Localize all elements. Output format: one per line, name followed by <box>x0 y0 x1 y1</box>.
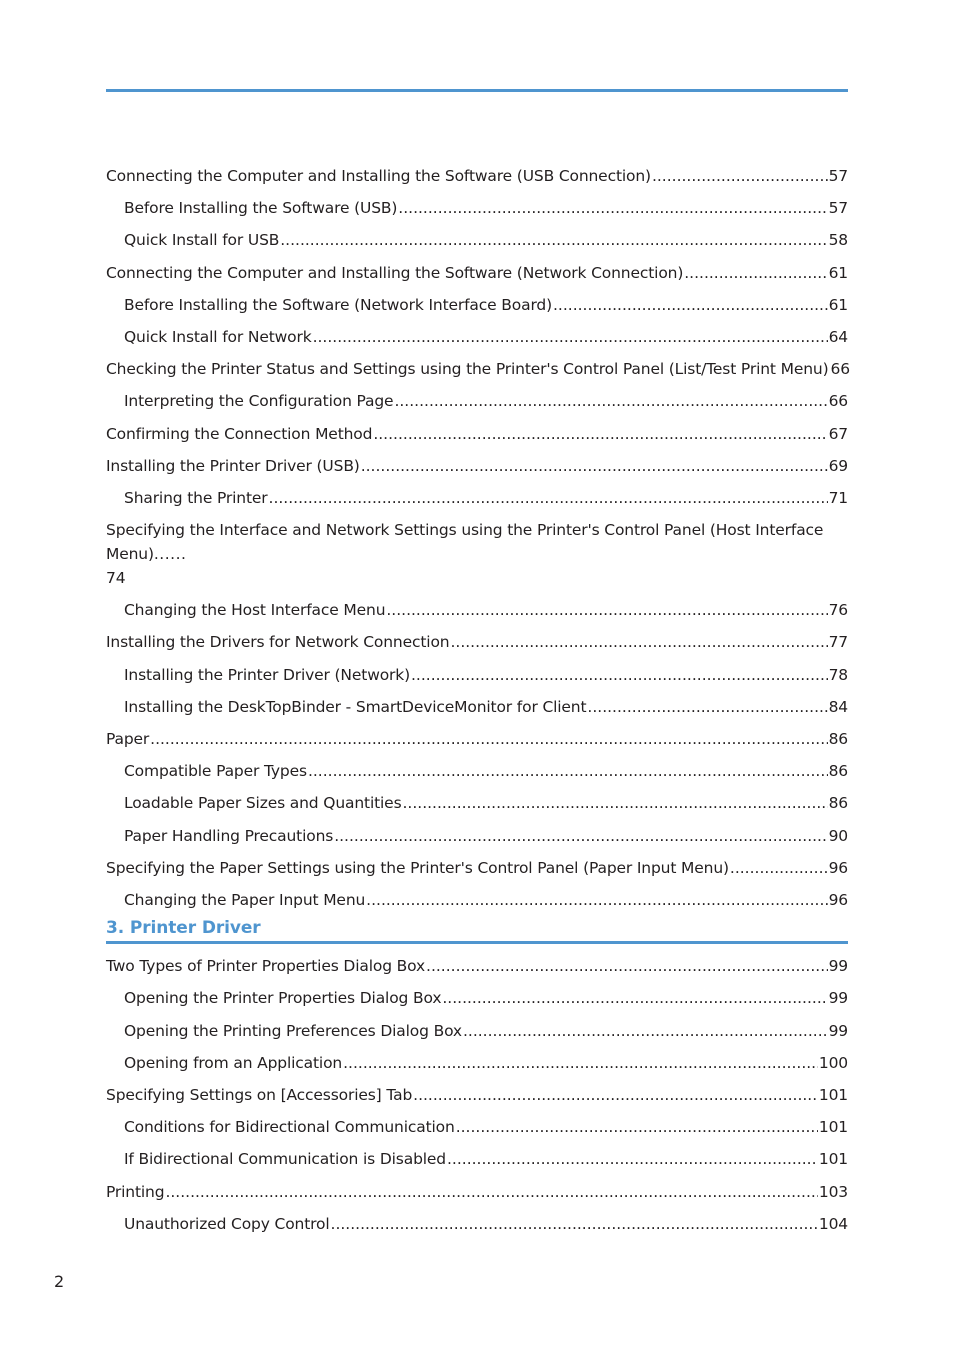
toc-entry-page: 96 <box>828 891 848 910</box>
toc-entry[interactable] <box>106 820 848 852</box>
toc-entry[interactable] <box>106 950 848 982</box>
toc-entry[interactable] <box>106 450 848 482</box>
toc-entry-leader <box>403 787 828 819</box>
toc-entry-title: Specifying the Interface and Network Settings using the Printer's Control Panel (Host Interface Menu) <box>106 521 824 564</box>
toc-entry-page: 101 <box>818 1118 848 1137</box>
toc-entry-page: 99 <box>828 957 848 976</box>
toc-entry-title: Specifying the Paper Settings using the Printer's Control Panel (Paper Input Menu) <box>106 858 729 877</box>
toc-entry[interactable] <box>106 723 848 755</box>
toc-list-part1 <box>106 160 848 916</box>
toc-entry-leader <box>413 1079 818 1111</box>
toc-entry-title: Changing the Paper Input Menu <box>124 891 366 910</box>
toc-entry-leader <box>361 450 828 482</box>
toc-entry-page: 90 <box>828 826 848 845</box>
toc-entry-title: Connecting the Computer and Installing the Software (Network Connection) <box>106 263 684 282</box>
toc-entry-page: 57 <box>828 167 848 185</box>
toc-entry-title: Sharing the Printer <box>124 489 268 508</box>
toc-entry-leader <box>652 160 828 192</box>
toc-entry-title: Quick Install for USB <box>124 231 280 250</box>
toc-entry-leader <box>331 1208 818 1240</box>
toc-entry-leader <box>426 950 828 982</box>
toc-entry[interactable] <box>106 852 848 884</box>
toc-entry[interactable] <box>106 1079 848 1111</box>
toc-entry[interactable] <box>106 482 848 514</box>
toc-entry-page: 64 <box>828 328 848 347</box>
toc-entry-title: Printing <box>106 1182 165 1201</box>
toc-entry-page: 67 <box>828 424 848 443</box>
toc-entry-page: 104 <box>818 1214 848 1233</box>
toc-entry-title: If Bidirectional Communication is Disabled <box>124 1150 446 1169</box>
toc-entry-leader <box>684 257 827 289</box>
toc-entry-leader <box>450 626 827 658</box>
toc-entry-leader <box>343 1047 818 1079</box>
toc-entry[interactable] <box>106 385 848 417</box>
toc-entry[interactable] <box>106 1176 848 1208</box>
toc-entry[interactable] <box>106 289 848 321</box>
table-of-contents <box>106 160 848 1240</box>
toc-entry-title: Compatible Paper Types <box>124 762 307 781</box>
toc-entry-page: 61 <box>828 295 848 314</box>
toc-entry-page: 66 <box>830 360 850 379</box>
toc-entry-title: Conditions for Bidirectional Communication <box>124 1118 455 1137</box>
toc-entry-leader <box>398 192 827 224</box>
toc-entry-page: 61 <box>828 263 848 282</box>
toc-entry[interactable] <box>106 691 848 723</box>
toc-entry[interactable] <box>106 224 848 256</box>
toc-entry[interactable] <box>106 1111 848 1143</box>
toc-entry-page: 86 <box>828 762 848 781</box>
toc-entry-title: Interpreting the Configuration Page <box>124 392 394 411</box>
toc-entry[interactable] <box>106 594 848 626</box>
toc-entry-leader <box>373 418 827 450</box>
toc-list-part2 <box>106 950 848 1240</box>
toc-entry-page: 69 <box>828 456 848 475</box>
toc-entry[interactable] <box>106 257 848 289</box>
toc-entry-leader <box>411 659 828 691</box>
toc-entry-title: Checking the Printer Status and Settings using the Printer's Control Panel (List/Test Print Menu) <box>106 360 829 379</box>
toc-entry-title: Installing the DeskTopBinder - SmartDeviceMonitor for Client <box>124 697 587 716</box>
toc-entry[interactable] <box>106 418 848 450</box>
toc-entry-title: Changing the Host Interface Menu <box>124 601 386 620</box>
toc-entry[interactable] <box>106 353 848 385</box>
toc-entry[interactable] <box>106 1047 848 1079</box>
toc-entry[interactable] <box>106 160 848 192</box>
page-number: 2 <box>54 1272 65 1291</box>
toc-entry-leader <box>165 1176 817 1208</box>
toc-entry-leader <box>269 482 828 514</box>
toc-entry-title: Installing the Printer Driver (Network) <box>124 665 410 684</box>
toc-entry-title: Installing the Drivers for Network Connection <box>106 633 450 652</box>
toc-entry-page: 57 <box>828 199 848 218</box>
toc-entry-leader <box>447 1143 818 1175</box>
toc-entry-title: Opening from an Application <box>124 1053 343 1072</box>
toc-entry-title: Before Installing the Software (Network Interface Board) <box>124 295 552 314</box>
toc-entry-title: Loadable Paper Sizes and Quantities <box>124 794 402 813</box>
toc-entry-leader <box>553 289 828 321</box>
toc-entry-page: 84 <box>828 697 848 716</box>
toc-entry-title: Installing the Printer Driver (USB) <box>106 456 360 475</box>
toc-entry-leader <box>730 852 828 884</box>
toc-entry-leader <box>587 691 827 723</box>
toc-entry-title: Paper Handling Precautions <box>124 826 334 845</box>
toc-entry-title: Unauthorized Copy Control <box>124 1214 330 1233</box>
toc-entry-leader <box>442 982 827 1014</box>
toc-entry-page: 71 <box>828 489 848 508</box>
toc-entry-title: Connecting the Computer and Installing the Software (USB Connection) <box>106 167 651 185</box>
toc-entry-page: 99 <box>828 989 848 1008</box>
toc-entry-leader: ...... <box>153 545 187 564</box>
toc-entry[interactable] <box>106 626 848 658</box>
toc-entry-page: 100 <box>818 1053 848 1072</box>
toc-entry[interactable] <box>106 1015 848 1047</box>
toc-entry-page: 86 <box>828 794 848 813</box>
toc-entry-leader <box>456 1111 818 1143</box>
toc-entry-page: 101 <box>818 1150 848 1169</box>
toc-entry-page: 58 <box>828 231 848 250</box>
toc-entry[interactable] <box>106 982 848 1014</box>
toc-entry-leader <box>366 884 827 916</box>
toc-entry-page: 76 <box>828 601 848 620</box>
toc-entry[interactable] <box>106 659 848 691</box>
toc-entry-title: Opening the Printing Preferences Dialog Box <box>124 1021 462 1040</box>
toc-entry[interactable] <box>106 1143 848 1175</box>
toc-entry-title: Paper <box>106 730 150 749</box>
toc-entry[interactable] <box>106 321 848 353</box>
toc-entry-leader <box>150 723 827 755</box>
toc-entry-leader <box>280 224 827 256</box>
toc-entry-page: 96 <box>828 858 848 877</box>
section-header <box>106 917 848 944</box>
toc-entry-leader <box>463 1015 828 1047</box>
toc-entry-page: 74 <box>106 569 126 588</box>
top-rule <box>106 89 848 92</box>
toc-entry-leader <box>386 594 827 626</box>
toc-entry[interactable] <box>106 1208 848 1240</box>
toc-entry[interactable] <box>106 514 848 594</box>
toc-entry-page: 103 <box>818 1182 848 1201</box>
toc-entry-leader <box>394 385 827 417</box>
toc-entry-leader <box>334 820 827 852</box>
toc-entry-title: Quick Install for Network <box>124 328 312 347</box>
toc-entry[interactable] <box>106 755 848 787</box>
toc-entry[interactable] <box>106 884 848 916</box>
section-rule <box>106 941 848 944</box>
toc-entry-title: Confirming the Connection Method <box>106 424 373 443</box>
toc-entry-leader <box>313 321 828 353</box>
toc-entry-page: 78 <box>828 665 848 684</box>
toc-entry-page: 86 <box>828 730 848 749</box>
toc-entry[interactable] <box>106 192 848 224</box>
toc-entry-title: Specifying Settings on [Accessories] Tab <box>106 1086 413 1105</box>
toc-entry-page: 77 <box>828 633 848 652</box>
toc-entry-page: 101 <box>818 1086 848 1105</box>
toc-entry-title: Before Installing the Software (USB) <box>124 199 398 218</box>
toc-entry-title: Opening the Printer Properties Dialog Box <box>124 989 442 1008</box>
toc-entry-page: 66 <box>828 392 848 411</box>
toc-entry-title: Two Types of Printer Properties Dialog Box <box>106 957 426 976</box>
toc-entry-leader <box>308 755 828 787</box>
toc-entry-page: 99 <box>828 1021 848 1040</box>
section-title[interactable]: 3. Printer Driver <box>106 918 261 939</box>
toc-entry[interactable] <box>106 787 848 819</box>
